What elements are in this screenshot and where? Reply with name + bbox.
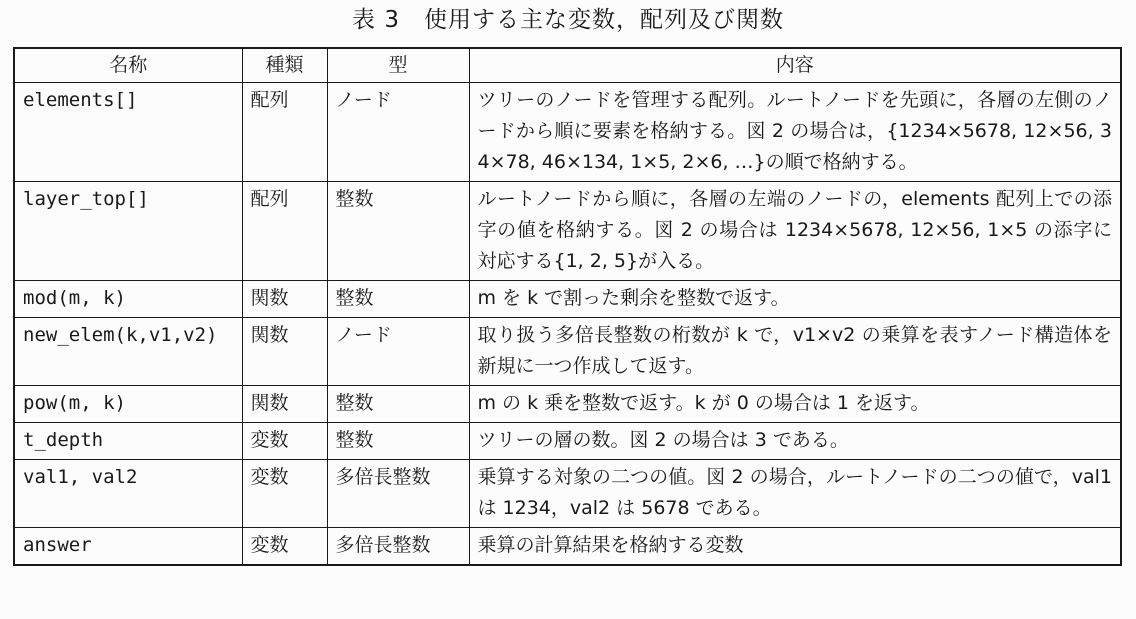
header-kind: 種類 (242, 48, 327, 83)
cell-desc: ルートノードから順に，各層の左端のノードの，elements 配列上での添字の値を格納する。図 2 の場合は 1234×5678, 12×56, 1×5 の添字に対応する{1, 2, 5}が入る。 (469, 182, 1121, 281)
cell-name: new_elem(k,v1,v2) (14, 318, 242, 386)
cell-name: elements[] (14, 83, 242, 182)
table-row (14, 423, 1121, 460)
cell-name: pow(m, k) (14, 386, 242, 423)
cell-type: 整数 (327, 423, 469, 460)
cell-kind: 関数 (242, 318, 327, 386)
cell-name: t_depth (14, 423, 242, 460)
cell-type: ノード (327, 318, 469, 386)
table-caption: 表 3 使用する主な変数，配列及び関数 (352, 7, 784, 33)
cell-kind: 変数 (242, 423, 327, 460)
cell-desc: 乗算する対象の二つの値。図 2 の場合，ルートノードの二つの値で，val1 は 1234，val2 は 5678 である。 (469, 460, 1121, 528)
cell-desc: m を k で割った剰余を整数で返す。 (469, 281, 1121, 318)
table-row (14, 281, 1121, 318)
cell-desc: 乗算の計算結果を格納する変数 (469, 528, 1121, 566)
cell-kind: 配列 (242, 83, 327, 182)
table-row (14, 318, 1121, 386)
cell-type: 多倍長整数 (327, 460, 469, 528)
cell-kind: 関数 (242, 386, 327, 423)
cell-type: 多倍長整数 (327, 528, 469, 566)
cell-kind: 変数 (242, 528, 327, 566)
table-row (14, 528, 1121, 566)
header-row (14, 48, 1121, 83)
table-row (14, 83, 1121, 182)
header-type: 型 (327, 48, 469, 83)
cell-name: layer_top[] (14, 182, 242, 281)
cell-name: val1, val2 (14, 460, 242, 528)
cell-desc: ツリーのノードを管理する配列。ルートノードを先頭に，各層の左側のノードから順に要素を格納する。図 2 の場合は，{1234×5678, 12×56, 34×78, 46×134, 1×5, 2×6, …}の順で格納する。 (469, 83, 1121, 182)
header-name: 名称 (14, 48, 242, 83)
cell-type: 整数 (327, 281, 469, 318)
cell-kind: 関数 (242, 281, 327, 318)
variables-table (13, 47, 1122, 566)
table-row (14, 386, 1121, 423)
cell-name: mod(m, k) (14, 281, 242, 318)
cell-type: 整数 (327, 182, 469, 281)
cell-type: 整数 (327, 386, 469, 423)
table-row (14, 460, 1121, 528)
cell-desc: m の k 乗を整数で返す。k が 0 の場合は 1 を返す。 (469, 386, 1121, 423)
cell-desc: 取り扱う多倍長整数の桁数が k で，v1×v2 の乗算を表すノード構造体を新規に一つ作成して返す。 (469, 318, 1121, 386)
cell-desc: ツリーの層の数。図 2 の場合は 3 である。 (469, 423, 1121, 460)
table-row (14, 182, 1121, 281)
header-desc: 内容 (469, 48, 1121, 83)
cell-kind: 変数 (242, 460, 327, 528)
cell-type: ノード (327, 83, 469, 182)
cell-kind: 配列 (242, 182, 327, 281)
cell-name: answer (14, 528, 242, 566)
